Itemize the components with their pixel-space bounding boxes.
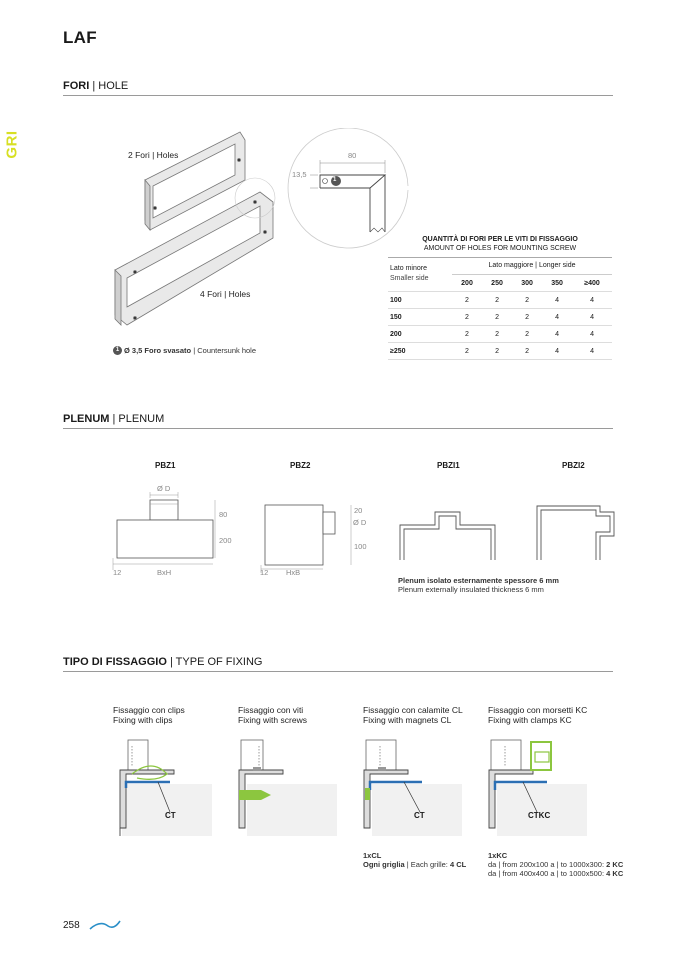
pbz2-dim-12: 12 — [260, 568, 269, 577]
pbzi2-drawing — [532, 500, 627, 565]
plenum-note: Plenum isolato esternamente spessore 6 mm Plenum externally insulated thickness 6 mm — [398, 576, 559, 594]
holes-table-topline — [388, 257, 612, 258]
tag-ct-clips: CT — [165, 811, 176, 820]
page-title: LAF — [63, 28, 97, 47]
pbz2-drawing — [255, 495, 365, 580]
pbzi1-drawing — [395, 500, 505, 565]
detail-marker: 1 — [333, 177, 337, 183]
tag-ctkc: CTKC — [528, 811, 551, 820]
fixing-clips-drawing — [112, 738, 212, 838]
fixing-magnets-title: Fissaggio con calamite CL Fixing with magnets CL — [363, 705, 463, 725]
model-pbzi1: PBZI1 — [437, 461, 460, 470]
table-row: ≥250 2 2 2 4 4 — [388, 343, 612, 360]
pbz1-dim-80: 80 — [219, 510, 228, 519]
footnote: Ø 3,5 Foro svasato | Countersunk hole — [124, 346, 257, 355]
holes-header-row: 200 250 300 350 ≥400 — [388, 275, 612, 292]
cl-note: 1xCL Ogni griglia | Each grille: 4 CL — [363, 851, 467, 869]
page-number: 258 — [63, 920, 80, 931]
pbz2-dim-hxb: HxB — [286, 568, 301, 577]
footnote-marker: 1 — [113, 346, 122, 355]
pbz1-dim-200: 200 — [219, 536, 232, 545]
pbz2-dim-100: 100 — [354, 542, 367, 551]
section-plenum-heading: PLENUM | PLENUM — [63, 413, 613, 429]
side-tab — [3, 128, 24, 160]
pbz1-dim-d: Ø D — [157, 484, 171, 493]
fixing-magnets-drawing — [362, 738, 462, 838]
label-4-holes: 4 Fori | Holes — [200, 289, 251, 299]
model-pbz2: PBZ2 — [290, 461, 311, 470]
table-row: 150 2 2 2 4 4 — [388, 309, 612, 326]
side-tab-label: GRI — [3, 130, 21, 159]
pbz1-drawing — [105, 478, 255, 578]
table-row: 100 2 2 2 4 4 — [388, 292, 612, 309]
dim-80: 80 — [348, 151, 357, 160]
section-fixing-heading: TIPO DI FISSAGGIO | TYPE OF FIXING — [63, 656, 613, 672]
dim-13-5: 13,5 — [292, 170, 307, 179]
fixing-clips-title: Fissaggio con clips Fixing with clips — [113, 705, 185, 725]
fixing-clamps-drawing — [487, 738, 587, 838]
holes-col-minor: Lato minore Smaller side — [390, 265, 429, 282]
pbz2-dim-20: 20 — [354, 506, 363, 515]
fixing-screws-title: Fissaggio con viti Fixing with screws — [238, 705, 307, 725]
pbz2-dim-d: Ø D — [353, 518, 367, 527]
fixing-clamps-title: Fissaggio con morsetti KC Fixing with clamps KC — [488, 705, 588, 725]
pbz1-dim-bxh: BxH — [157, 568, 172, 577]
model-pbz1: PBZ1 — [155, 461, 176, 470]
frame-large — [115, 192, 273, 325]
wave-logo-icon — [88, 918, 122, 932]
holes-table — [388, 275, 612, 360]
pbz1-dim-12: 12 — [113, 568, 122, 577]
table-row: 200 2 2 2 4 4 — [388, 326, 612, 343]
kc-note: 1xKC da | from 200x100 a | to 1000x300: 2 KC da | from 400x400 a | to 1000x500: 4 KC — [488, 851, 624, 878]
label-2-holes: 2 Fori | Holes — [128, 150, 179, 160]
holes-col-major: Lato maggiore | Longer side — [488, 262, 576, 269]
fixing-screws-drawing — [237, 738, 337, 838]
holes-table-title: QUANTITÀ DI FORI PER LE VITI DI FISSAGGIO AMOUNT OF HOLES FOR MOUNTING SCREW — [422, 236, 578, 252]
section-fori-heading: FORI | HOLE — [63, 80, 613, 96]
model-pbzi2: PBZI2 — [562, 461, 585, 470]
tag-ct-magnets: CT — [414, 811, 425, 820]
